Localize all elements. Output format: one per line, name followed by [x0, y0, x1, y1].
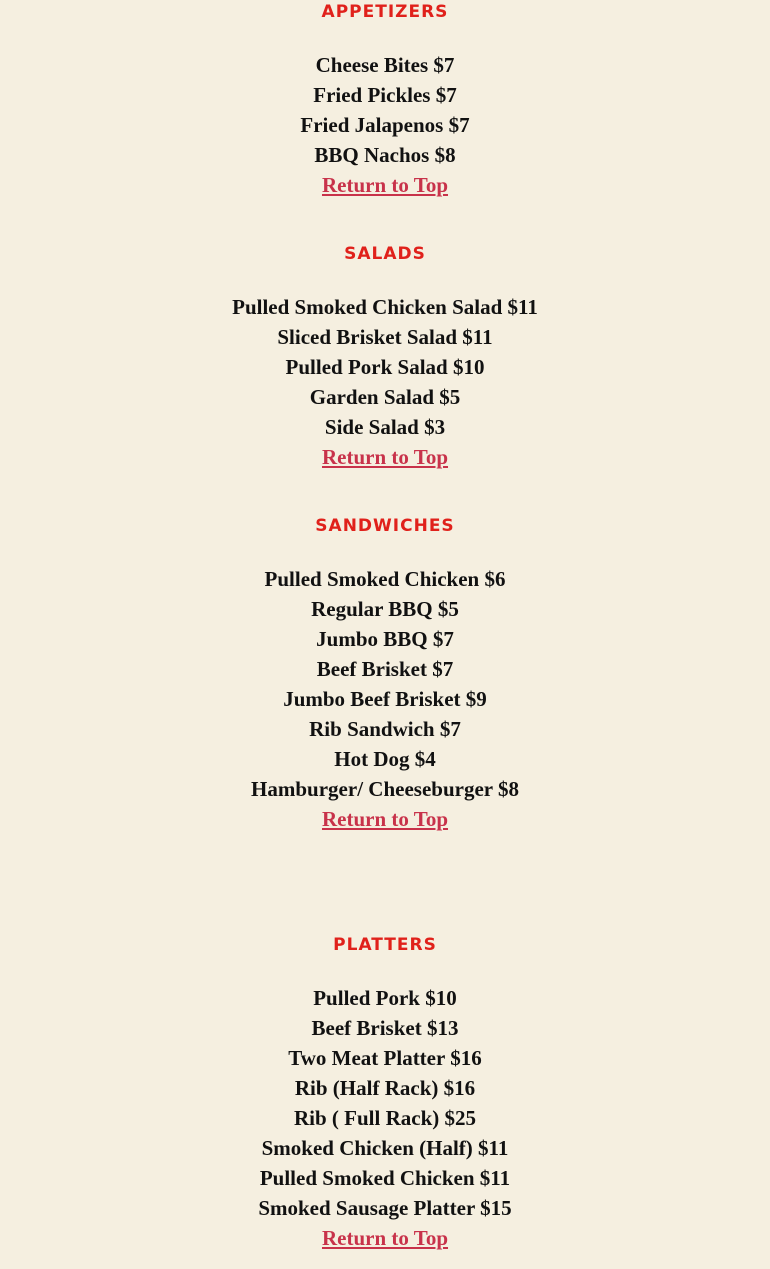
menu-item: Beef Brisket $7	[316, 657, 454, 681]
return-to-top-link[interactable]	[0, 804, 770, 834]
menu-item: Pulled Smoked Chicken Salad $11	[232, 295, 538, 319]
menu-item: Jumbo BBQ $7	[316, 627, 454, 651]
section-salads	[0, 242, 770, 472]
return-to-top-label[interactable]: Return to Top	[321, 1226, 449, 1250]
return-to-top-label[interactable]: Return to Top	[321, 173, 449, 197]
item-list-salads	[0, 292, 770, 442]
return-to-top-link[interactable]	[0, 1223, 770, 1253]
return-to-top-label[interactable]: Return to Top	[321, 445, 449, 469]
item-list-appetizers	[0, 50, 770, 170]
return-to-top-label[interactable]: Return to Top	[321, 807, 449, 831]
section-sandwiches	[0, 514, 770, 834]
item-list-platters	[0, 983, 770, 1223]
return-to-top-link[interactable]	[0, 170, 770, 200]
menu-item: Two Meat Platter $16	[288, 1046, 482, 1070]
section-heading-salads: SALADS	[344, 244, 426, 264]
menu-item: Fried Pickles $7	[313, 83, 457, 107]
menu-item: Pulled Smoked Chicken $6	[264, 567, 506, 591]
return-to-top-link[interactable]	[0, 442, 770, 472]
menu-item: Hot Dog $4	[334, 747, 436, 771]
menu-item: Fried Jalapenos $7	[300, 113, 470, 137]
menu-item: Side Salad $3	[324, 415, 446, 439]
menu-item: Smoked Chicken (Half) $11	[261, 1136, 509, 1160]
section-heading-sandwiches: SANDWICHES	[315, 516, 455, 536]
section-heading-platters: PLATTERS	[333, 935, 437, 955]
menu-item: Sliced Brisket Salad $11	[277, 325, 493, 349]
item-list-sandwiches	[0, 564, 770, 804]
menu-item: Rib Sandwich $7	[309, 717, 461, 741]
menu-item: Rib (Half Rack) $16	[294, 1076, 476, 1100]
menu-item: Hamburger/ Cheeseburger $8	[251, 777, 519, 801]
menu-item: Pulled Pork $10	[313, 986, 457, 1010]
section-platters	[0, 933, 770, 1253]
menu-item: Beef Brisket $13	[311, 1016, 459, 1040]
menu-item: Smoked Sausage Platter $15	[258, 1196, 512, 1220]
menu-item: Pulled Pork Salad $10	[285, 355, 485, 379]
menu-item: Regular BBQ $5	[311, 597, 459, 621]
menu-item: BBQ Nachos $8	[314, 143, 456, 167]
menu-item: Garden Salad $5	[309, 385, 461, 409]
menu-item: Cheese Bites $7	[315, 53, 455, 77]
menu-item: Rib ( Full Rack) $25	[293, 1106, 476, 1130]
menu-item: Jumbo Beef Brisket $9	[283, 687, 487, 711]
section-heading-appetizers: APPETIZERS	[321, 2, 449, 22]
menu-item: Pulled Smoked Chicken $11	[259, 1166, 511, 1190]
section-appetizers	[0, 0, 770, 200]
